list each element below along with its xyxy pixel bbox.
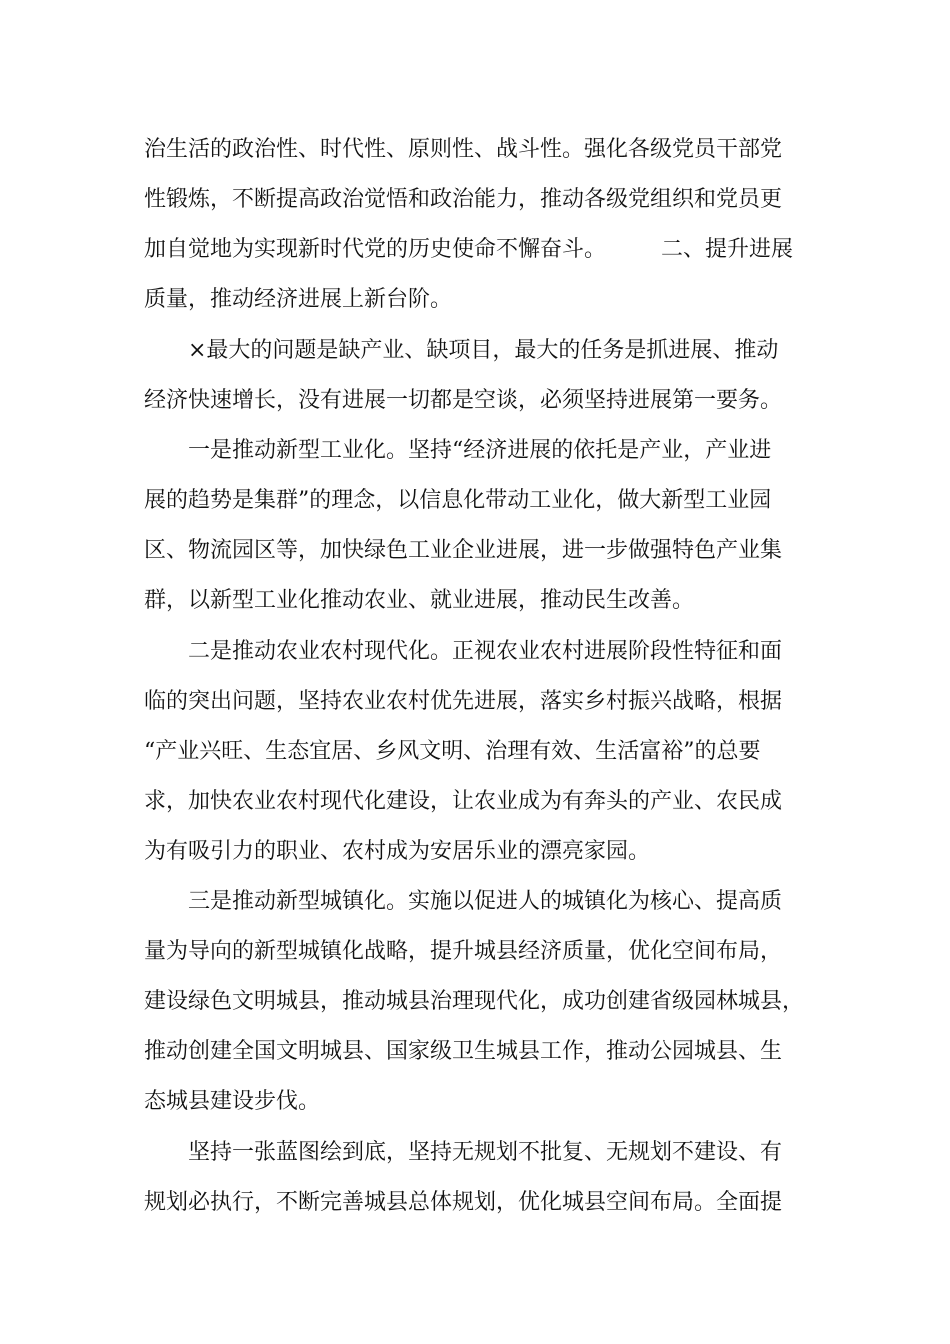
paragraph-start-line: 坚持一张蓝图绘到底，坚持无规划不批复、无规划不建设、有 <box>188 1140 783 1165</box>
text-line: 经济快速增长，没有进展一切都是空谈，必须坚持进展第一要务。 <box>144 388 783 413</box>
text-line: 区、物流园区等，加快绿色工业企业进展，进一步做强特色产业集 <box>144 538 783 563</box>
text-line: 展的趋势是集群”的理念，以信息化带动工业化，做大新型工业园 <box>144 488 772 513</box>
text-line: 量为导向的新型城镇化战略，提升城县经济质量，优化空间布局， <box>144 939 783 964</box>
text-line: 为有吸引力的职业、农村成为安居乐业的漂亮家园。 <box>144 839 651 864</box>
text-line: 临的突出问题，坚持农业农村优先进展，落实乡村振兴战略，根据 <box>144 689 783 714</box>
paragraph-start-line: 二是推动农业农村现代化。正视农业农村进展阶段性特征和面 <box>188 639 783 664</box>
text-line: 建设绿色文明城县，推动城县治理现代化，成功创建省级园林城县， <box>144 989 805 1014</box>
text-line: “产业兴旺、生态宜居、乡风文明、治理有效、生活富裕”的总要 <box>144 739 761 764</box>
text-line: 规划必执行，不断完善城县总体规划，优化城县空间布局。全面提 <box>144 1190 783 1215</box>
paragraph-start-line: 三是推动新型城镇化。实施以促进人的城镇化为核心、提高质 <box>188 889 783 914</box>
text-line: 加自觉地为实现新时代党的历史使命不懈奋斗。 二、提升进展 <box>144 237 794 262</box>
text-line: 推动创建全国文明城县、国家级卫生城县工作，推动公园城县、生 <box>144 1039 783 1064</box>
paragraph-start-line: 一是推动新型工业化。坚持“经济进展的依托是产业，产业进 <box>188 438 772 463</box>
text-line: 求，加快农业农村现代化建设，让农业成为有奔头的产业、农民成 <box>144 789 783 814</box>
text-line: 治生活的政治性、时代性、原则性、战斗性。强化各级党员干部党 <box>144 137 783 162</box>
text-line: 质量，推动经济进展上新台阶。 <box>144 287 453 312</box>
text-line: 态城县建设步伐。 <box>144 1089 321 1114</box>
text-line: 性锻炼，不断提高政治觉悟和政治能力，推动各级党组织和党员更 <box>144 187 783 212</box>
text-line: 群，以新型工业化推动农业、就业进展，推动民生改善。 <box>144 588 695 613</box>
paragraph-start-line: ×最大的问题是缺产业、缺项目，最大的任务是抓进展、推动 <box>188 338 779 363</box>
